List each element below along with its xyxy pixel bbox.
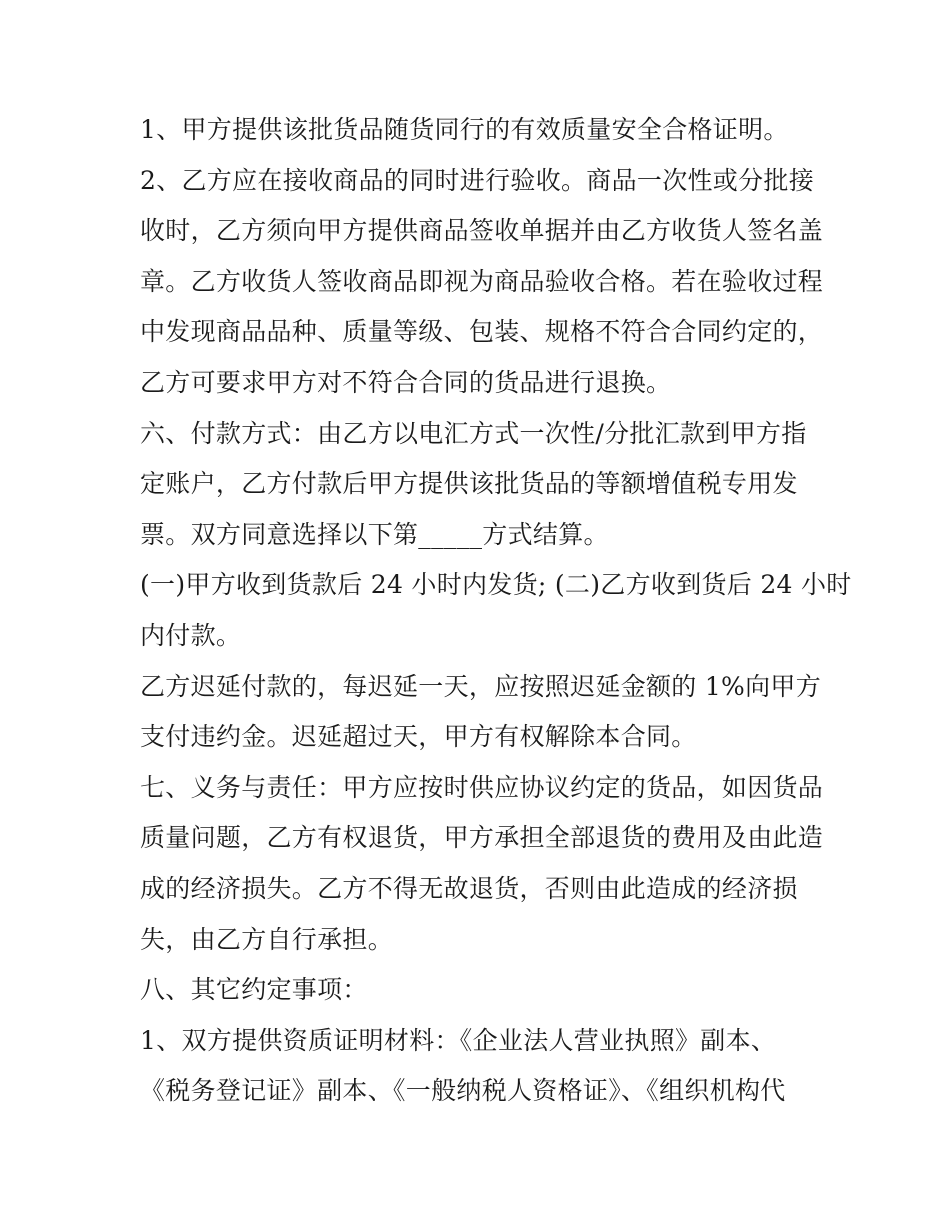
text-line: 2、乙方应在接收商品的同时进行验收。商品一次性或分批接 — [140, 166, 815, 195]
text-line: 乙方迟延付款的，每迟延一天，应按照迟延金额的 1%向甲方 — [140, 672, 822, 701]
text-line: 1、甲方提供该批货品随货同行的有效质量安全合格证明。 — [140, 115, 789, 144]
text-line: 《税务登记证》副本、《一般纳税人资格证》、《组织机构代 — [140, 1076, 786, 1105]
text-line: 1、双方提供资质证明材料：《企业法人营业执照》副本、 — [140, 1026, 777, 1055]
text-line: 成的经济损失。乙方不得无故退货，否则由此造成的经济损 — [140, 874, 798, 903]
text-line: 收时，乙方须向甲方提供商品签收单据并由乙方收货人签名盖 — [140, 216, 824, 245]
text-line: 内付款。 — [140, 621, 242, 650]
text-line: 章。乙方收货人签收商品即视为商品验收合格。若在验收过程 — [140, 267, 824, 296]
text-line: 八、其它约定事项： — [140, 975, 368, 1004]
text-line: 质量问题，乙方有权退货，甲方承担全部退货的费用及由此造 — [140, 823, 824, 852]
text-line: 票。双方同意选择以下第_____方式结算。 — [140, 520, 609, 549]
text-line: 七、义务与责任：甲方应按时供应协议约定的货品，如因货品 — [140, 773, 824, 802]
text-line: (一)甲方收到货款后 24 小时内发货; (二)乙方收到货后 24 小时 — [140, 570, 852, 599]
text-line: 定账户，乙方付款后甲方提供该批货品的等额增值税专用发 — [140, 469, 798, 498]
text-line: 中发现商品品种、质量等级、包装、规格不符合合同约定的， — [140, 317, 824, 346]
text-line: 支付违约金。迟延超过天，甲方有权解除本合同。 — [140, 722, 697, 751]
text-line: 乙方可要求甲方对不符合合同的货品进行退换。 — [140, 368, 672, 397]
text-line: 失，由乙方自行承担。 — [140, 925, 394, 954]
text-line: 六、付款方式：由乙方以电汇方式一次性/分批汇款到甲方指 — [140, 419, 807, 448]
